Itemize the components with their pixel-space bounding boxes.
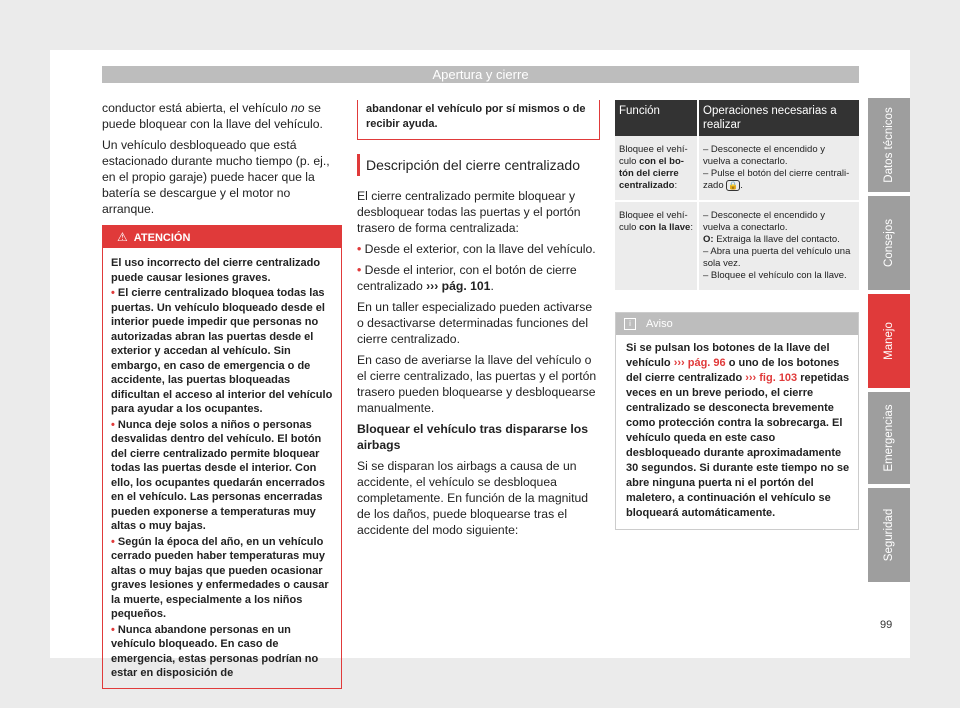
subheading: Bloquear el vehículo tras dispararse los airbags — [357, 422, 588, 452]
warning-continuation: abandonar el vehículo por sí mismos o de recibir ayuda. — [357, 100, 600, 140]
tab-consejos[interactable]: Consejos — [868, 196, 910, 290]
paragraph: En un taller especializado pueden activarse o desactivarse determinadas funciones del cierre centralizado. — [357, 300, 593, 346]
page-number: 99 — [880, 619, 893, 631]
bullet-icon: • — [111, 623, 118, 636]
paragraph: conductor está abierta, el vehículo no se puede bloquear con la llave del vehículo. — [102, 101, 323, 131]
paragraph: En caso de averiarse la llave del vehículo o el cierre centralizado, las puertas y el portón trasero pueden bloquearse y desbloquearse manualmente. — [357, 353, 597, 415]
notice-header: i Aviso — [616, 313, 858, 335]
bullet-icon: • — [111, 535, 118, 548]
table-header: Función — [615, 100, 698, 136]
table-row — [615, 136, 859, 201]
section-title: Descripción del cierre centralizado — [357, 154, 600, 176]
paragraph: Un vehículo desbloqueado que está estacionado durante mucho tiempo (p. ej., en el propio garaje) puede hacer que la batería se descargue y el motor no arranque. — [102, 138, 330, 216]
column-right — [615, 100, 859, 530]
warning-item: • Según la época del año, en un vehículo cerrado pueden haber temperaturas muy altas o muy bajas que pueden ocasionar graves lesiones y enfermedades o causar la muerte, especialmente a los niños pequeños. — [111, 535, 329, 620]
table-cell: Bloquee el vehículo con el botón del cierre centralizado: — [615, 136, 698, 201]
bullet-icon: • — [111, 287, 118, 299]
warning-triangle-icon: ⚠ — [117, 230, 128, 244]
figure-reference-link[interactable]: ››› fig. 103 — [745, 372, 798, 384]
notice-box — [615, 312, 859, 530]
warning-intro: El uso incorrecto del cierre centralizado puede causar lesiones graves. — [111, 257, 321, 284]
notice-body: Si se pulsan los botones de la llave del vehículo ››› pág. 96 o uno de los botones del cierre centralizado ››› fig. 103 repetidas veces en un breve periodo, el cierre centralizado se desconecta brevemente como protección contra la sobrecarga. El vehículo queda en este caso desbloqueado durante aproximadamente 30 segundos. Si durante este tiempo no se abre ninguna puerta ni el portón del maletero, a continuación el vehículo se bloqueará automáticamente. — [626, 342, 850, 519]
page-reference-link[interactable]: ››› pág. 96 — [673, 357, 726, 369]
warning-body — [103, 248, 341, 688]
table-header-row — [615, 100, 859, 136]
table-row — [615, 201, 859, 291]
bullet-icon: • — [357, 263, 365, 277]
table-cell: – Desconecte el encendido y vuelva a conectarlo. O: Extraiga la llave del contacto. – Abra una puerta del vehículo una sola vez. – Bloquee el vehículo con la llave. — [698, 201, 859, 291]
warning-box — [102, 225, 342, 689]
table-cell: – Desconecte el encendido y vuelva a conectarlo. – Pulse el botón del cierre centralizado 🔒 . — [698, 136, 859, 201]
table-header: Operaciones necesarias a realizar — [698, 100, 859, 136]
tab-emergencias[interactable]: Emergencias — [868, 392, 910, 484]
paragraph: Si se disparan los airbags a causa de un accidente, el vehículo se desbloquea completamente. En función de la magnitud de los daños, puede bloquearse tras el accidente del modo siguiente: — [357, 459, 589, 537]
table-cell: Bloquee el vehículo con la llave: — [615, 201, 698, 291]
page-reference-link[interactable]: ››› pág. 101 — [426, 279, 491, 293]
function-table — [615, 100, 859, 292]
lock-icon: 🔒 — [728, 181, 739, 190]
bullet-icon: • — [111, 418, 118, 431]
tab-seguridad[interactable]: Seguridad — [868, 488, 910, 582]
info-icon: i — [624, 318, 636, 330]
paragraph: El cierre centralizado permite bloquear y desbloquear todas las puertas y el portón trasero de forma centralizada: — [357, 189, 581, 235]
warning-item: • Nunca deje solos a niños o personas desvalidas dentro del vehículo. El botón del cierre centralizado permite bloquear todas las puertas desde el interior. Con ello, los ocupantes quedarán encerrados en el vehículo. Las personas encerradas pueden exponerse a temperaturas muy altas o muy bajas. — [111, 418, 325, 532]
warning-item: • Nunca abandone personas en un vehículo bloqueado. En caso de emergencia, estas personas podrían no estar en disposición de — [111, 623, 319, 679]
warning-item: • El cierre centralizado bloquea todas las puertas. Un vehículo bloqueado desde el interior puede impedir que personas no autorizadas abran las puertas desde el exterior y accedan al vehículo. Sin embargo, en caso de emergencia o de accidente, las puertas bloqueadas dificultan el acceso al interior del vehículo para ayudar a los ocupantes. — [111, 287, 333, 415]
list-item: • Desde el exterior, con la llave del vehículo. — [357, 242, 596, 256]
tab-datos-tecnicos[interactable]: Datos técnicos — [868, 98, 910, 192]
column-left — [102, 100, 342, 689]
tab-manejo[interactable]: Manejo — [868, 294, 910, 388]
bullet-icon: • — [357, 242, 365, 256]
warning-header: ⚠ ATENCIÓN — [103, 226, 341, 248]
page-header: Apertura y cierre — [102, 66, 859, 83]
list-item: • Desde el interior, con el botón de cierre centralizado ››› pág. 101. — [357, 263, 577, 293]
column-middle — [357, 100, 600, 543]
